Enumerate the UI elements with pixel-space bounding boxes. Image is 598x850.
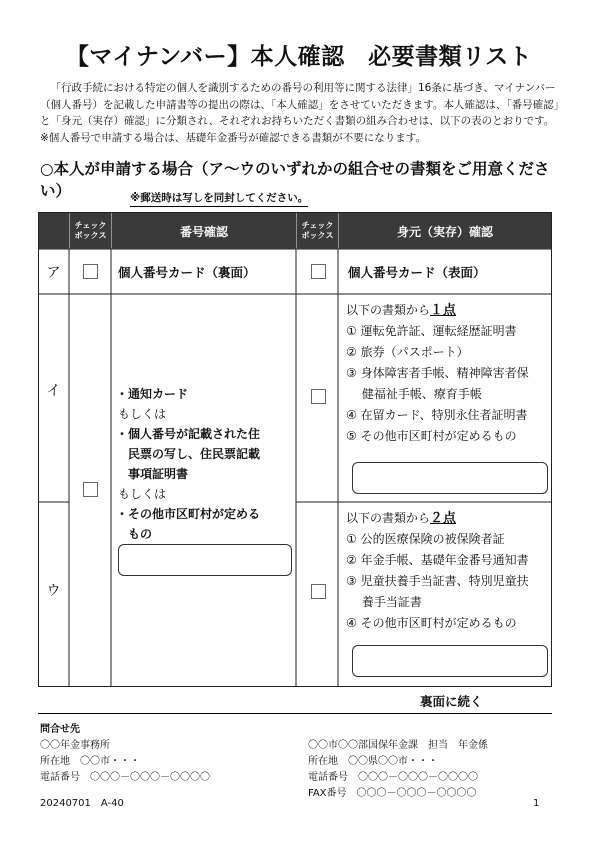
- identity-i-intro-text: 以下の書類から: [346, 303, 431, 317]
- row-label-i: イ: [46, 383, 61, 399]
- header-identity-check: 身元（実存）確認: [339, 213, 551, 249]
- identity-i-item: 健福祉手帳、療育手帳: [346, 387, 482, 401]
- number-doc-iu-line: もしくは: [118, 487, 167, 501]
- row-label-a: ア: [46, 264, 61, 281]
- number-other-bracket[interactable]: [118, 544, 292, 576]
- contact-right-line: FAX番号 〇〇〇－〇〇〇－〇〇〇〇: [308, 788, 477, 799]
- contact-title: 問合せ先: [40, 724, 80, 735]
- footer-right: [308, 738, 488, 802]
- contact-right-line: 所在地 〇〇県〇〇市・・・: [308, 756, 438, 767]
- identity-i-other-bracket[interactable]: [352, 462, 548, 494]
- identity-u-other-bracket[interactable]: [352, 645, 548, 677]
- identity-u-item: 養手当証書: [346, 595, 422, 609]
- identity-i-item: ② 旅券（パスポート）: [346, 345, 469, 359]
- contact-left-line: 電話番号 〇〇〇－〇〇〇－〇〇〇〇: [40, 772, 210, 783]
- number-doc-iu-line: ・通知カード: [116, 387, 189, 401]
- identity-u-item: ③ 児童扶養手当証書、特別児童扶: [346, 574, 529, 588]
- number-doc-iu-line: ・その他市区町村が定める: [116, 507, 261, 521]
- checkbox-number-iu[interactable]: [83, 482, 98, 497]
- identity-u-item: ① 公的医療保険の被保険者証: [346, 532, 505, 546]
- identity-i-item: ① 運転免許証、運転経歴証明書: [346, 324, 517, 338]
- header-check-2: チェック ボックス: [297, 213, 338, 249]
- checkbox-identity-u[interactable]: [311, 584, 326, 599]
- header-number-check: 番号確認: [112, 213, 296, 249]
- intro-paragraph: 「行政手続における特定の個人を識別するための番号の利用等に関する法律」16条に基づき、マイナンバー（個人番号）を記載した申請書等の提出の際は、「本人確認」をさせていただきます。本人確認は、「番号確認」と「身元（実存）確認」に分類され、それぞれお持ちいただく書類の組み合わせは、以下の表のとおりです。※個人番号で申請する場合は、基礎年金番号が確認できる書類が不要になります。: [40, 82, 559, 144]
- header-corner: [39, 213, 69, 249]
- identity-i-item: ⑤ その他市区町村が定めるもの: [346, 429, 517, 443]
- checkbox-identity-a[interactable]: [311, 264, 326, 279]
- identity-u-intro: [346, 508, 551, 529]
- number-doc-iu-line: もしくは: [118, 407, 167, 421]
- document-code: 20240701 A-40: [40, 798, 124, 809]
- contact-right-line: 電話番号 〇〇〇－〇〇〇－〇〇〇〇: [308, 772, 478, 783]
- continued-note: 裏面に続く: [420, 694, 483, 709]
- identity-doc-u: [346, 508, 551, 634]
- identity-i-item: ③ 身体障害者手帳、精神障害者保: [346, 366, 529, 380]
- page-number: 1: [533, 798, 540, 809]
- number-doc-iu-line: もの: [116, 527, 153, 541]
- section-heading: ○本人が申請する場合（ア～ウのいずれかの組合せの書類をご用意ください）: [40, 160, 550, 200]
- number-doc-iu-line: 事項証明書: [116, 467, 189, 481]
- identity-u-intro-text: 以下の書類から: [346, 511, 431, 525]
- intro-text: [40, 80, 560, 146]
- checkbox-number-a[interactable]: [83, 264, 98, 279]
- identity-u-item: ② 年金手帳、基礎年金番号通知書: [346, 553, 529, 567]
- page-title: 【マイナンバー】本人確認 必要書類リスト: [65, 44, 533, 70]
- identity-u-count: ２点: [430, 511, 457, 526]
- identity-i-count: １点: [430, 303, 457, 318]
- footer-left: [40, 722, 210, 786]
- row-label-u: ウ: [46, 583, 61, 599]
- footer-divider: [38, 713, 552, 714]
- mail-note: ※郵送時は写しを同封してください。: [130, 190, 308, 207]
- identity-i-intro: [346, 300, 551, 321]
- checkbox-identity-i[interactable]: [311, 389, 326, 404]
- header-check-1: チェック ボックス: [70, 213, 111, 249]
- contact-left-line: 所在地 〇〇市・・・: [40, 756, 140, 767]
- number-doc-a: 個人番号カード（裏面）: [118, 265, 256, 280]
- requirements-table: [38, 212, 552, 687]
- identity-doc-i: [346, 300, 551, 447]
- contact-right-line: 〇〇市〇〇部国保年金課 担当 年金係: [308, 740, 488, 751]
- number-doc-iu: [116, 384, 296, 544]
- contact-left-line: 〇〇年金事務所: [40, 740, 110, 751]
- identity-doc-a: 個人番号カード（表面）: [348, 265, 486, 280]
- number-doc-iu-line: 民票の写し、住民票記載: [116, 447, 261, 461]
- identity-u-item: ④ その他市区町村が定めるもの: [346, 616, 517, 630]
- number-doc-iu-line: ・個人番号が記載された住: [116, 427, 261, 441]
- identity-i-item: ④ 在留カード、特別永住者証明書: [346, 408, 528, 422]
